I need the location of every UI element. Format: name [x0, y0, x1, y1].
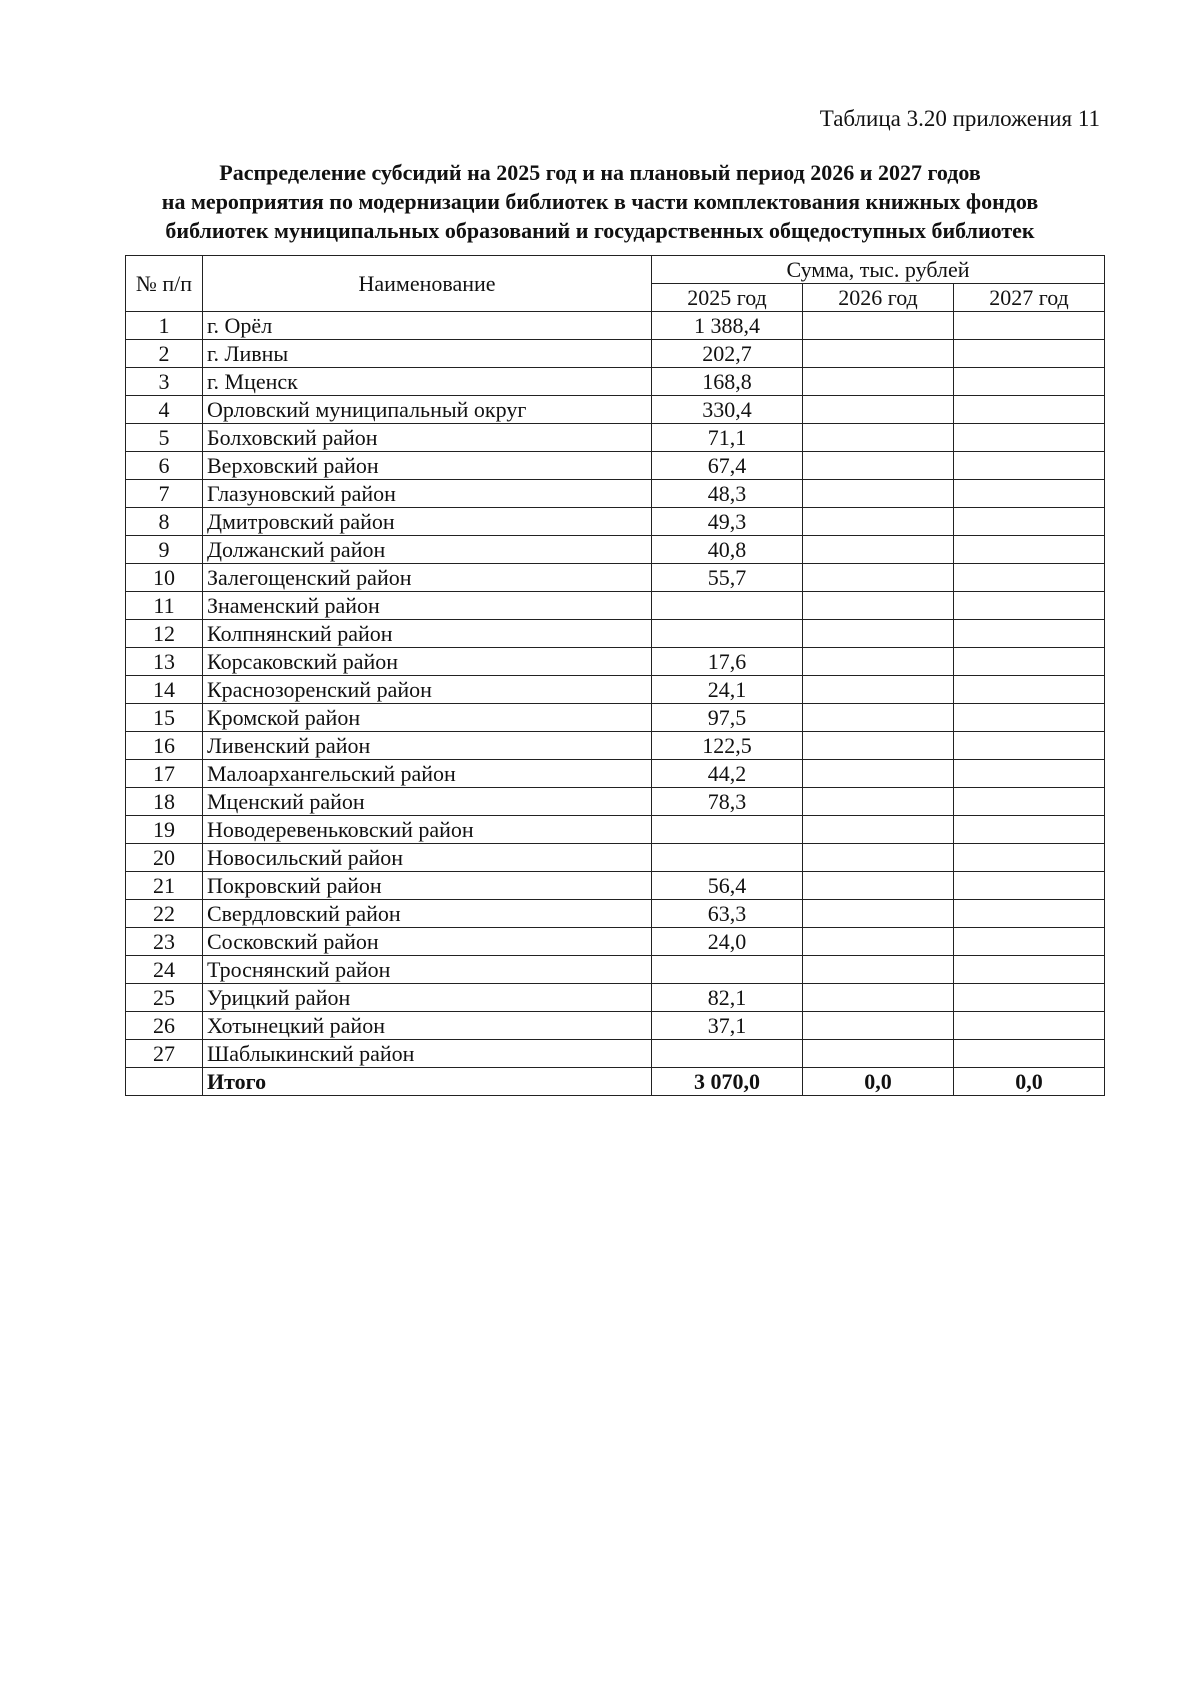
row-name: Урицкий район: [203, 984, 652, 1012]
table-row: [126, 984, 1105, 1012]
row-num: 21: [126, 872, 203, 900]
total-row: [126, 1068, 1105, 1096]
row-2027: [954, 788, 1105, 816]
table-row: [126, 480, 1105, 508]
row-name: Троснянский район: [203, 956, 652, 984]
row-2025: 122,5: [652, 732, 803, 760]
row-num: 18: [126, 788, 203, 816]
table-row: [126, 788, 1105, 816]
row-name: Сосковский район: [203, 928, 652, 956]
header-year-2027: 2027 год: [954, 284, 1105, 312]
row-2026: [803, 788, 954, 816]
row-2025: 48,3: [652, 480, 803, 508]
table-row: [126, 872, 1105, 900]
row-name: Дмитровский район: [203, 508, 652, 536]
row-num: 3: [126, 368, 203, 396]
row-num: 4: [126, 396, 203, 424]
table-footer: [126, 1068, 1105, 1096]
row-2025: [652, 844, 803, 872]
table-row: [126, 928, 1105, 956]
row-2027: [954, 956, 1105, 984]
row-2025: 17,6: [652, 648, 803, 676]
row-2027: [954, 732, 1105, 760]
row-2026: [803, 592, 954, 620]
row-num: 7: [126, 480, 203, 508]
row-name: Шаблыкинский район: [203, 1040, 652, 1068]
table-row: [126, 1012, 1105, 1040]
row-2025: [652, 620, 803, 648]
row-2027: [954, 312, 1105, 340]
row-2026: [803, 424, 954, 452]
row-2025: 49,3: [652, 508, 803, 536]
row-2025: 1 388,4: [652, 312, 803, 340]
row-2027: [954, 620, 1105, 648]
row-name: Верховский район: [203, 452, 652, 480]
header-name: Наименование: [203, 256, 652, 312]
row-name: г. Ливны: [203, 340, 652, 368]
row-name: Ливенский район: [203, 732, 652, 760]
row-num: 2: [126, 340, 203, 368]
row-num: 6: [126, 452, 203, 480]
title-line-1: Распределение субсидий на 2025 год и на плановый период 2026 и 2027 годов: [219, 160, 981, 185]
table-row: [126, 396, 1105, 424]
row-num: 1: [126, 312, 203, 340]
row-2025: 40,8: [652, 536, 803, 564]
row-num: 15: [126, 704, 203, 732]
row-2027: [954, 704, 1105, 732]
row-name: Колпнянский район: [203, 620, 652, 648]
row-num: 16: [126, 732, 203, 760]
row-name: Болховский район: [203, 424, 652, 452]
header-year-2025: 2025 год: [652, 284, 803, 312]
row-2026: [803, 648, 954, 676]
table-row: [126, 956, 1105, 984]
table-row: [126, 844, 1105, 872]
row-2027: [954, 480, 1105, 508]
row-num: 8: [126, 508, 203, 536]
table-row: [126, 620, 1105, 648]
row-2025: 67,4: [652, 452, 803, 480]
row-2026: [803, 564, 954, 592]
row-2025: 82,1: [652, 984, 803, 1012]
row-name: Малоархангельский район: [203, 760, 652, 788]
row-num: 13: [126, 648, 203, 676]
table-row: [126, 900, 1105, 928]
table-row: [126, 676, 1105, 704]
row-num: 19: [126, 816, 203, 844]
row-2027: [954, 928, 1105, 956]
row-name: Кромской район: [203, 704, 652, 732]
row-2027: [954, 396, 1105, 424]
title-line-3: библиотек муниципальных образований и государственных общедоступных библиотек: [165, 218, 1035, 243]
table-row: [126, 592, 1105, 620]
row-2025: 63,3: [652, 900, 803, 928]
row-2025: 168,8: [652, 368, 803, 396]
row-num: 17: [126, 760, 203, 788]
row-2026: [803, 1040, 954, 1068]
subsidy-table: [125, 255, 1105, 1096]
row-name: Новодеревеньковский район: [203, 816, 652, 844]
row-2026: [803, 620, 954, 648]
table-row: [126, 452, 1105, 480]
row-2027: [954, 816, 1105, 844]
total-2025: 3 070,0: [652, 1068, 803, 1096]
row-2025: 24,1: [652, 676, 803, 704]
row-2026: [803, 704, 954, 732]
row-num: 27: [126, 1040, 203, 1068]
row-2027: [954, 872, 1105, 900]
row-name: Краснозоренский район: [203, 676, 652, 704]
row-name: Мценский район: [203, 788, 652, 816]
row-2027: [954, 1012, 1105, 1040]
row-2027: [954, 536, 1105, 564]
row-2026: [803, 956, 954, 984]
row-name: Глазуновский район: [203, 480, 652, 508]
row-2026: [803, 480, 954, 508]
row-2027: [954, 340, 1105, 368]
table-row: [126, 732, 1105, 760]
row-2025: [652, 816, 803, 844]
table-row: [126, 648, 1105, 676]
table-row: [126, 816, 1105, 844]
row-2025: 71,1: [652, 424, 803, 452]
row-2025: 330,4: [652, 396, 803, 424]
row-2027: [954, 368, 1105, 396]
row-2026: [803, 368, 954, 396]
row-2027: [954, 648, 1105, 676]
table-row: [126, 368, 1105, 396]
row-2025: 44,2: [652, 760, 803, 788]
table-row: [126, 424, 1105, 452]
row-num: 25: [126, 984, 203, 1012]
row-2027: [954, 424, 1105, 452]
row-2027: [954, 564, 1105, 592]
row-num: 14: [126, 676, 203, 704]
row-2026: [803, 900, 954, 928]
row-2025: 24,0: [652, 928, 803, 956]
table-row: [126, 312, 1105, 340]
row-name: Покровский район: [203, 872, 652, 900]
row-num: 5: [126, 424, 203, 452]
row-2025: [652, 1040, 803, 1068]
row-2025: 78,3: [652, 788, 803, 816]
row-num: 11: [126, 592, 203, 620]
row-2027: [954, 984, 1105, 1012]
row-name: г. Мценск: [203, 368, 652, 396]
row-2027: [954, 452, 1105, 480]
row-2025: 55,7: [652, 564, 803, 592]
row-2026: [803, 872, 954, 900]
row-2026: [803, 816, 954, 844]
row-name: Залегощенский район: [203, 564, 652, 592]
table-row: [126, 340, 1105, 368]
table-row: [126, 704, 1105, 732]
row-name: Орловский муниципальный округ: [203, 396, 652, 424]
row-2027: [954, 900, 1105, 928]
row-2026: [803, 312, 954, 340]
row-2026: [803, 536, 954, 564]
row-2026: [803, 508, 954, 536]
table-row: [126, 760, 1105, 788]
document-title: [60, 158, 1140, 245]
row-2025: [652, 956, 803, 984]
row-num: 9: [126, 536, 203, 564]
total-label: Итого: [203, 1068, 652, 1096]
row-2026: [803, 676, 954, 704]
row-2027: [954, 508, 1105, 536]
row-2026: [803, 732, 954, 760]
row-2026: [803, 340, 954, 368]
header-year-2026: 2026 год: [803, 284, 954, 312]
row-name: Корсаковский район: [203, 648, 652, 676]
row-num: 20: [126, 844, 203, 872]
row-name: Хотынецкий район: [203, 1012, 652, 1040]
row-num: 12: [126, 620, 203, 648]
row-2026: [803, 760, 954, 788]
row-2026: [803, 928, 954, 956]
row-name: Должанский район: [203, 536, 652, 564]
total-num-cell: [126, 1068, 203, 1096]
row-2025: 97,5: [652, 704, 803, 732]
row-2025: 56,4: [652, 872, 803, 900]
total-2027: 0,0: [954, 1068, 1105, 1096]
row-name: г. Орёл: [203, 312, 652, 340]
row-2026: [803, 396, 954, 424]
row-2026: [803, 452, 954, 480]
row-num: 23: [126, 928, 203, 956]
row-2027: [954, 592, 1105, 620]
row-name: Свердловский район: [203, 900, 652, 928]
row-num: 22: [126, 900, 203, 928]
row-2027: [954, 1040, 1105, 1068]
table-reference: Таблица 3.20 приложения 11: [819, 106, 1100, 131]
row-2027: [954, 760, 1105, 788]
table-row: [126, 508, 1105, 536]
row-num: 10: [126, 564, 203, 592]
row-2025: [652, 592, 803, 620]
row-2027: [954, 676, 1105, 704]
table-body: [126, 312, 1105, 1068]
table-header: [126, 256, 1105, 312]
row-2025: 37,1: [652, 1012, 803, 1040]
row-num: 26: [126, 1012, 203, 1040]
title-line-2: на мероприятия по модернизации библиотек в части комплектования книжных фондов: [161, 189, 1039, 214]
row-name: Знаменский район: [203, 592, 652, 620]
table-row: [126, 536, 1105, 564]
table-row: [126, 1040, 1105, 1068]
row-num: 24: [126, 956, 203, 984]
row-2026: [803, 1012, 954, 1040]
row-2027: [954, 844, 1105, 872]
row-2026: [803, 844, 954, 872]
row-2026: [803, 984, 954, 1012]
table-row: [126, 564, 1105, 592]
row-2025: 202,7: [652, 340, 803, 368]
header-num: № п/п: [126, 256, 203, 312]
header-sum: Сумма, тыс. рублей: [652, 256, 1105, 284]
row-name: Новосильский район: [203, 844, 652, 872]
total-2026: 0,0: [803, 1068, 954, 1096]
